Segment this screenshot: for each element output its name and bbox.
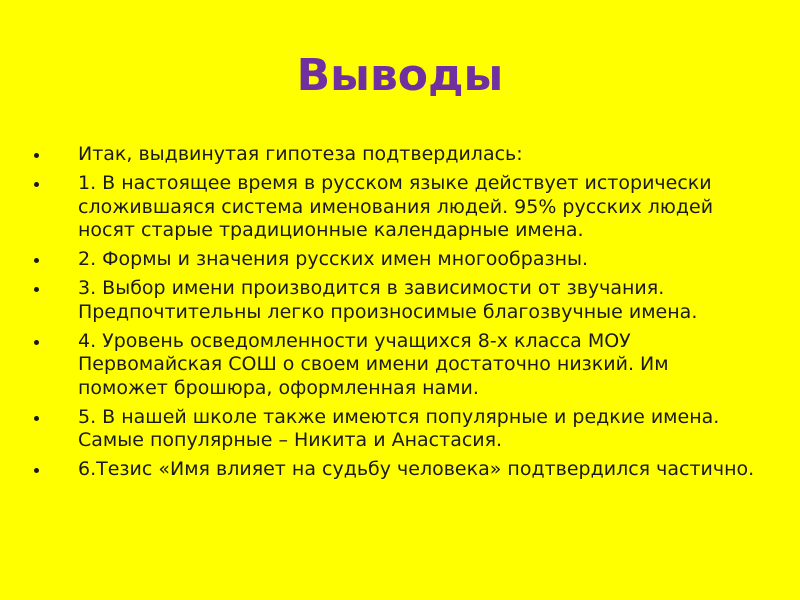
- conclusion-text: Итак, выдвинутая гипотеза подтвердилась:: [78, 143, 523, 165]
- bullet-dot-icon: [34, 182, 39, 187]
- bullet-dot-icon: [34, 153, 39, 158]
- conclusion-item: [34, 330, 764, 401]
- conclusion-text: 3. Выбор имени производится в зависимости от звучания. Предпочтительны легко произносимые благозвучные имена.: [78, 277, 698, 323]
- conclusion-item: [34, 172, 764, 243]
- bullet-dot-icon: [34, 416, 39, 421]
- bullet-dot-icon: [34, 258, 39, 263]
- conclusion-item: [34, 143, 764, 167]
- bullet-dot-icon: [34, 468, 39, 473]
- conclusion-text: 5. В нашей школе также имеются популярные и редкие имена. Самые популярные – Никита и Анастасия.: [78, 405, 720, 451]
- bullet-dot-icon: [34, 287, 39, 292]
- conclusion-item: [34, 248, 764, 272]
- conclusion-item: [34, 406, 764, 453]
- bullet-dot-icon: [34, 340, 39, 345]
- conclusion-text: 2. Формы и значения русских имен многообразны.: [78, 248, 589, 270]
- slide-title: Выводы: [296, 50, 504, 101]
- conclusion-text: 1. В настоящее время в русском языке действует исторически сложившаяся система именования людей. 95% русских людей носят старые традиционные календарные имена.: [78, 172, 714, 241]
- conclusion-item: [34, 277, 764, 324]
- conclusion-text: 6.Тезис «Имя влияет на судьбу человека» подтвердился частично.: [78, 458, 755, 480]
- conclusions-list: [34, 143, 764, 487]
- conclusion-item: [34, 458, 764, 482]
- conclusion-text: 4. Уровень осведомленности учащихся 8-х класса МОУ Первомайская СОШ о своем имени достаточно низкий. Им поможет брошюра, оформленная нами.: [78, 329, 669, 399]
